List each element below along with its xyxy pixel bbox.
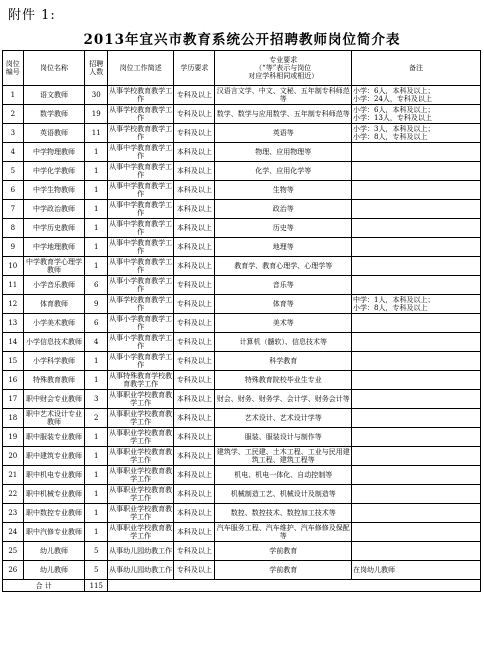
- cell-remarks: [351, 333, 480, 352]
- cell-major: 数控、数控技术、数控加工技术等: [215, 504, 352, 523]
- cell-major: 历史等: [215, 219, 352, 238]
- cell-position-name: 职中财会专业教师: [23, 390, 85, 409]
- cell-hire-count: 4: [85, 333, 108, 352]
- cell-remarks: [351, 504, 480, 523]
- cell-position-number: 4: [3, 143, 24, 162]
- cell-hire-count: 1: [85, 504, 108, 523]
- cell-remarks: 中学：1人，本科及以上； 小学：8人，专科及以上: [351, 295, 480, 314]
- cell-position-name: 小学科学教师: [23, 352, 85, 371]
- cell-position-name: 职中汽修专业教师: [23, 523, 85, 542]
- cell-job-description: 从事幼儿园幼教工作: [108, 561, 174, 580]
- cell-major: 服装、服装设计与制作等: [215, 428, 352, 447]
- cell-position-number: 11: [3, 276, 24, 295]
- cell-hire-count: 5: [85, 542, 108, 561]
- cell-education: 专科及以上: [174, 276, 215, 295]
- cell-position-number: 24: [3, 523, 24, 542]
- cell-remarks: [351, 466, 480, 485]
- cell-hire-count: 1: [85, 523, 108, 542]
- cell-hire-count: 1: [85, 466, 108, 485]
- cell-job-description: 从事中学教育教学工作: [109, 220, 173, 236]
- cell-major: 汽车服务工程、汽车维护、汽车修修及保配等: [216, 524, 350, 540]
- cell-education: 本科及以上: [174, 143, 215, 162]
- cell-remarks: [351, 447, 480, 466]
- cell-education: 专科及以上: [174, 86, 215, 105]
- cell-education: 本科及以上: [174, 523, 215, 542]
- cell-remarks: [351, 181, 480, 200]
- cell-remarks: 小学：6人，本科及以上； 小学：13人，专科及以上: [351, 105, 480, 124]
- cell-position-number: 12: [3, 295, 24, 314]
- cell-position-number: 6: [3, 181, 24, 200]
- cell-education: 本科及以上: [174, 257, 215, 276]
- cell-job-description: 从事中学教育教学工作: [109, 182, 173, 198]
- cell-major: 机械制造工艺、机械设计及制造等: [215, 485, 352, 504]
- cell-job-description: 从事职业学校教育教学工作: [109, 486, 173, 502]
- cell-job-description: 从事小学教育教学工作: [109, 277, 173, 293]
- cell-job-description: 从事职业学校教育教学工作: [109, 410, 173, 426]
- cell-remarks: [351, 200, 480, 219]
- cell-position-number: 9: [3, 238, 24, 257]
- cell-hire-count: 1: [85, 162, 108, 181]
- cell-job-description: 从事学校教育教学工作: [109, 87, 173, 103]
- cell-education: 本科及以上: [174, 485, 215, 504]
- cell-remarks: 小学：6人，本科及以上； 小学：24人，专科及以上: [351, 86, 480, 105]
- cell-position-name: 职中数控专业教师: [23, 504, 85, 523]
- cell-education: 本科及以上: [174, 390, 215, 409]
- cell-position-number: 22: [3, 485, 24, 504]
- cell-position-number: 7: [3, 200, 24, 219]
- table-header-row: [3, 51, 481, 86]
- cell-job-description: 从事中学教育教学工作: [109, 258, 173, 274]
- table-row: [3, 143, 481, 162]
- cell-job-description: 从事职业学校教育教学工作: [109, 429, 173, 445]
- cell-major: 体育等: [215, 295, 352, 314]
- cell-job-description: 从事幼儿园幼教工作: [108, 542, 174, 561]
- cell-remarks: [351, 371, 480, 390]
- cell-position-number: 26: [3, 561, 24, 580]
- cell-education: 专科及以上: [174, 314, 215, 333]
- cell-job-description: 从事学校教育教学工作: [109, 296, 173, 312]
- table-row: [3, 238, 481, 257]
- cell-hire-count: 9: [85, 295, 108, 314]
- cell-education: 专科及以上: [174, 105, 215, 124]
- cell-hire-count: 1: [85, 371, 108, 390]
- cell-education: 本科及以上: [174, 504, 215, 523]
- cell-position-number: 21: [3, 466, 24, 485]
- cell-major: 计算机（髓软）、信息技术等: [215, 333, 352, 352]
- cell-education: 专科及以上: [174, 371, 215, 390]
- header-job-description: 岗位工作简述: [108, 51, 174, 86]
- cell-position-name: 特殊教育教师: [23, 371, 85, 390]
- cell-position-name: 职中机械专业教师: [23, 485, 85, 504]
- cell-position-number: 17: [3, 390, 24, 409]
- cell-major: 教育学、教育心理学、心理学等: [215, 257, 352, 276]
- cell-major: 英语等: [215, 124, 352, 143]
- cell-position-name: 数学教师: [23, 105, 85, 124]
- cell-hire-count: 1: [85, 485, 108, 504]
- cell-job-description: 从事小学教育教学工作: [109, 315, 173, 331]
- cell-position-name: 中学地理教师: [23, 238, 85, 257]
- cell-remarks: [351, 238, 480, 257]
- cell-major: 汉语言文学、中文、文秘、五年制专科师范等: [216, 87, 350, 103]
- table-row: [3, 504, 481, 523]
- cell-education: 本科及以上: [174, 181, 215, 200]
- cell-remarks: [351, 314, 480, 333]
- cell-hire-count: 1: [85, 238, 108, 257]
- cell-job-description: 从事学校教育教学工作: [109, 106, 173, 122]
- cell-hire-count: 1: [85, 352, 108, 371]
- cell-job-description: 从事中学教育教学工作: [109, 239, 173, 255]
- cell-remarks: [351, 276, 480, 295]
- cell-remarks: [351, 542, 480, 561]
- cell-hire-count: 1: [85, 447, 108, 466]
- cell-job-description: 从事职业学校教育教学工作: [109, 524, 173, 540]
- cell-hire-count: 11: [85, 124, 108, 143]
- cell-job-description: 从事中学教育教学工作: [109, 201, 173, 217]
- cell-job-description: 从事小学教育教学工作: [109, 334, 173, 350]
- cell-hire-count: 1: [85, 257, 108, 276]
- cell-position-number: 3: [3, 124, 24, 143]
- cell-major: 地理等: [215, 238, 352, 257]
- cell-position-name: 英语教师: [23, 124, 85, 143]
- table-row: [3, 542, 481, 561]
- cell-remarks: 在岗幼儿教师: [351, 561, 480, 580]
- cell-education: 本科及以上: [174, 466, 215, 485]
- cell-hire-count: 6: [85, 276, 108, 295]
- total-row: [3, 580, 481, 592]
- table-row: [3, 276, 481, 295]
- cell-position-name: 职中艺术设计专业教师: [23, 409, 85, 428]
- table-row: [3, 371, 481, 390]
- cell-major: 生物等: [215, 181, 352, 200]
- table-row: [3, 162, 481, 181]
- cell-major: 物理、应用物理等: [215, 143, 352, 162]
- table-row: [3, 86, 481, 105]
- cell-position-name: 职中服装专业教师: [23, 428, 85, 447]
- cell-education: 专科及以上: [174, 561, 215, 580]
- table-row: [3, 295, 481, 314]
- cell-position-number: 10: [3, 257, 24, 276]
- table-row: [3, 447, 481, 466]
- cell-position-name: 职中建筑专业教师: [23, 447, 85, 466]
- cell-hire-count: 19: [85, 105, 108, 124]
- table-row: [3, 181, 481, 200]
- header-remarks: 备注: [351, 51, 480, 86]
- cell-job-description: 从事特殊教育学校教育教学工作: [109, 372, 173, 388]
- table-row: [3, 333, 481, 352]
- header-education: 学历要求: [174, 51, 215, 86]
- total-label: 合 计: [3, 580, 85, 592]
- table-row: [3, 314, 481, 333]
- cell-education: 专科及以上: [174, 352, 215, 371]
- table-row: [3, 561, 481, 580]
- cell-major: 艺术设计、艺术设计学等: [215, 409, 352, 428]
- cell-hire-count: 1: [85, 428, 108, 447]
- cell-remarks: [351, 162, 480, 181]
- cell-hire-count: 5: [85, 561, 108, 580]
- cell-position-name: 小学音乐教师: [23, 276, 85, 295]
- cell-position-name: 中学教育学心理学教师: [23, 257, 85, 276]
- cell-position-number: 15: [3, 352, 24, 371]
- cell-major: 机电、机电一体化、自动控制等: [215, 466, 352, 485]
- table-row: [3, 105, 481, 124]
- attachment-label: 附件 1:: [8, 8, 56, 23]
- table-row: [3, 523, 481, 542]
- cell-job-description: 从事职业学校教育教学工作: [109, 505, 173, 521]
- cell-education: 本科及以上: [174, 409, 215, 428]
- cell-remarks: [351, 257, 480, 276]
- cell-remarks: [351, 390, 480, 409]
- cell-position-number: 18: [3, 409, 24, 428]
- cell-job-description: 从事职业学校教育教学工作: [109, 391, 173, 407]
- cell-remarks: 小学：3人，本科及以上； 小学：8人，专科及以上: [351, 124, 480, 143]
- cell-education: 专科及以上: [174, 124, 215, 143]
- table-row: [3, 257, 481, 276]
- cell-education: 本科及以上: [174, 200, 215, 219]
- table-row: [3, 466, 481, 485]
- cell-major: 建筑学、工民建、土木工程、工业与民用建筑工程、建筑工程等: [216, 448, 350, 464]
- cell-job-description: 从事学校教育教学工作: [109, 125, 173, 141]
- cell-remarks: [351, 352, 480, 371]
- cell-position-name: 体育教师: [23, 295, 85, 314]
- table-row: [3, 485, 481, 504]
- cell-position-name: 小学美术教师: [23, 314, 85, 333]
- cell-remarks: [351, 523, 480, 542]
- cell-position-number: 25: [3, 542, 24, 561]
- cell-position-number: 1: [3, 86, 24, 105]
- total-value: 115: [85, 580, 108, 592]
- cell-major: 化学、应用化学等: [215, 162, 352, 181]
- cell-position-number: 13: [3, 314, 24, 333]
- cell-position-name: 职中机电专业教师: [23, 466, 85, 485]
- cell-position-name: 中学历史教师: [23, 219, 85, 238]
- cell-job-description: 从事中学教育教学工作: [109, 144, 173, 160]
- positions-table: [2, 50, 481, 592]
- cell-education: 专科及以上: [174, 295, 215, 314]
- cell-education: 本科及以上: [174, 428, 215, 447]
- cell-position-name: 中学物理教师: [23, 143, 85, 162]
- cell-education: 专科及以上: [174, 333, 215, 352]
- cell-education: 本科及以上: [174, 219, 215, 238]
- cell-major: 学前教育: [215, 561, 352, 580]
- cell-major: 数学、数学与应用数学、五年制专科师范等: [215, 105, 352, 124]
- cell-remarks: [351, 143, 480, 162]
- cell-major: 音乐等: [215, 276, 352, 295]
- cell-position-number: 20: [3, 447, 24, 466]
- cell-remarks: [351, 409, 480, 428]
- cell-remarks: [351, 428, 480, 447]
- table-row: [3, 352, 481, 371]
- cell-position-name: 中学化学教师: [23, 162, 85, 181]
- cell-position-number: 14: [3, 333, 24, 352]
- cell-position-name: 幼儿教师: [23, 561, 85, 580]
- cell-hire-count: 3: [85, 390, 108, 409]
- cell-hire-count: 1: [85, 143, 108, 162]
- header-position-number: 岗位 编号: [3, 51, 24, 86]
- cell-position-name: 小学信息技术教师: [23, 333, 85, 352]
- table-row: [3, 219, 481, 238]
- table-row: [3, 409, 481, 428]
- cell-hire-count: 1: [85, 200, 108, 219]
- cell-position-name: 幼儿教师: [23, 542, 85, 561]
- cell-position-name: 语文教师: [23, 86, 85, 105]
- cell-major: 学前教育: [215, 542, 352, 561]
- cell-hire-count: 6: [85, 314, 108, 333]
- cell-position-number: 8: [3, 219, 24, 238]
- cell-position-number: 23: [3, 504, 24, 523]
- cell-position-number: 5: [3, 162, 24, 181]
- table-row: [3, 428, 481, 447]
- cell-education: 本科及以上: [174, 447, 215, 466]
- cell-job-description: 从事小学教育教学工作: [109, 353, 173, 369]
- cell-job-description: 从事职业学校教育教学工作: [109, 467, 173, 483]
- cell-education: 专科及以上: [174, 542, 215, 561]
- cell-position-name: 中学生物教师: [23, 181, 85, 200]
- cell-major: 科学教育: [215, 352, 352, 371]
- cell-hire-count: 30: [85, 86, 108, 105]
- cell-major: 政治等: [215, 200, 352, 219]
- cell-major: 财会、财务、财务学、会计学、财务会计等: [215, 390, 352, 409]
- cell-job-description: 从事职业学校教育教学工作: [109, 448, 173, 464]
- cell-hire-count: 2: [85, 409, 108, 428]
- cell-education: 本科及以上: [174, 162, 215, 181]
- cell-major: 美术等: [215, 314, 352, 333]
- header-major: 专业要求 （“等”表示与岗位 对应学科相同或相近）: [215, 51, 352, 86]
- table-row: [3, 124, 481, 143]
- document-title: 2013年宜兴市教育系统公开招聘教师岗位简介表: [83, 32, 401, 48]
- cell-major: 特殊教育院校毕业生专业: [215, 371, 352, 390]
- table-body: [3, 86, 481, 592]
- table-row: [3, 200, 481, 219]
- cell-hire-count: 1: [85, 181, 108, 200]
- cell-remarks: [351, 219, 480, 238]
- cell-hire-count: 1: [85, 219, 108, 238]
- table-row: [3, 390, 481, 409]
- cell-job-description: 从事中学教育教学工作: [109, 163, 173, 179]
- cell-position-number: 16: [3, 371, 24, 390]
- cell-position-name: 中学政治教师: [23, 200, 85, 219]
- total-empty-cell: [108, 580, 481, 592]
- cell-education: 本科及以上: [174, 238, 215, 257]
- cell-position-number: 2: [3, 105, 24, 124]
- cell-position-number: 19: [3, 428, 24, 447]
- cell-remarks: [351, 485, 480, 504]
- header-position-name: 岗位名称: [23, 51, 85, 86]
- header-hire-count: 招聘 人数: [85, 51, 108, 86]
